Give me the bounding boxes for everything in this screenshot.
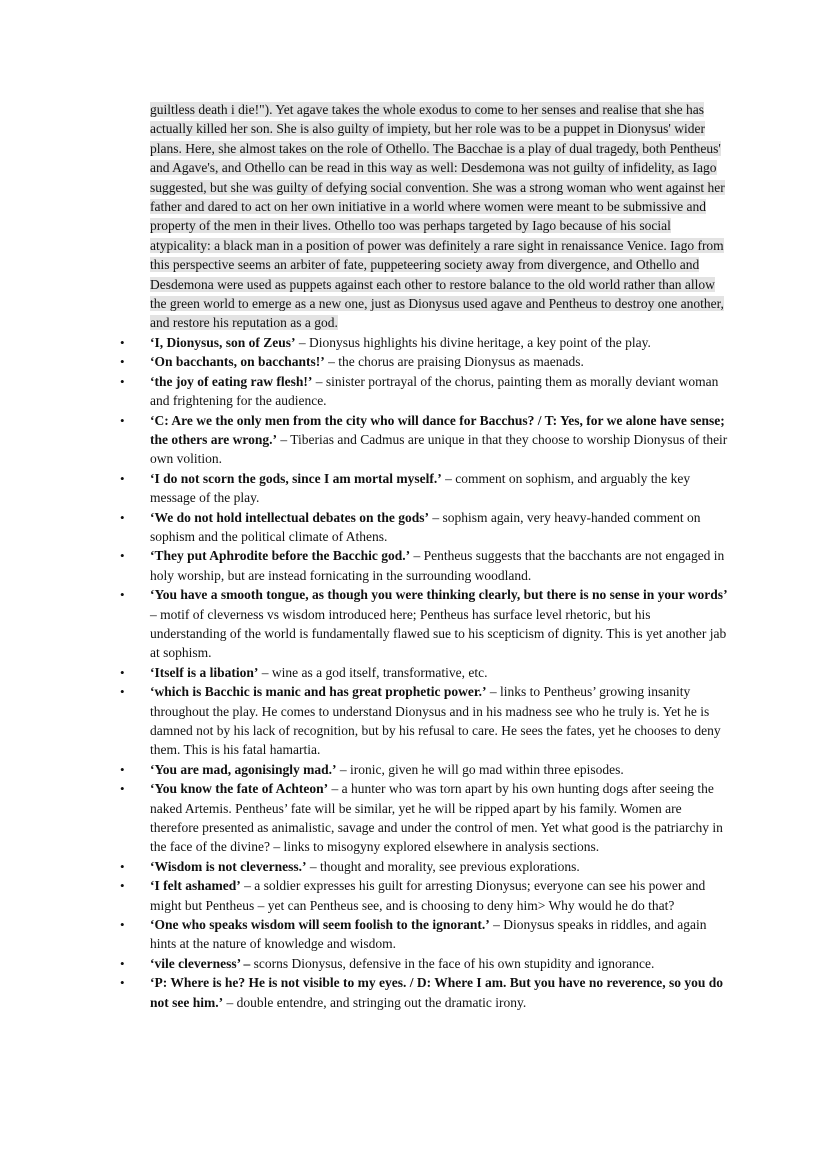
quote-item xyxy=(120,682,730,760)
quote-item xyxy=(120,857,730,876)
quote-text: ‘You know the fate of Achteon’ xyxy=(150,781,329,797)
quote-comment: – links to Pentheus’ growing insanity throughout the play. He comes to understand Dionysus and in his madness see who he truly is. Yet he is damned not by his lack of recognition, but by his refusal to care. He sees the fates, yet he chooses to deny them. This is his fatal hamartia. xyxy=(150,684,721,758)
quote-item xyxy=(120,585,730,663)
quote-comment: – a soldier expresses his guilt for arresting Dionysus; everyone can see his power and might but Pentheus – yet can Pentheus see, and is choosing to deny him> Why would he do that? xyxy=(150,878,706,913)
bullet-icon: • xyxy=(120,373,125,389)
quote-item xyxy=(120,333,730,352)
quote-text: ‘They put Aphrodite before the Bacchic god.’ xyxy=(150,548,411,564)
quote-text: ‘vile cleverness’ – xyxy=(150,955,251,971)
quote-comment: – ironic, given he will go mad within three episodes. xyxy=(336,761,624,777)
quote-text: ‘One who speaks wisdom will seem foolish to the ignorant.’ xyxy=(150,917,490,933)
bullet-icon: • xyxy=(120,917,125,933)
quote-comment: – Tiberias and Cadmus are unique in that they choose to worship Dionysus of their own volition. xyxy=(150,431,728,467)
quote-text: ‘C: Are we the only men from the city who will dance for Bacchus? / T: Yes, for we alone have sense; the others are wrong.’ xyxy=(150,412,725,447)
quote-item xyxy=(120,352,730,371)
quote-comment: – double entendre, and stringing out the dramatic irony. xyxy=(223,994,527,1010)
quote-list xyxy=(120,333,730,1012)
bullet-icon: • xyxy=(120,761,125,777)
quote-item xyxy=(120,508,730,547)
quote-comment: – Dionysus speaks in riddles, and again hints at the nature of knowledge and wisdom. xyxy=(150,917,707,952)
bullet-icon: • xyxy=(120,858,125,874)
quote-text: ‘Wisdom is not cleverness.’ xyxy=(150,858,307,874)
highlighted-text: guiltless death i die!"). Yet agave takes the whole exodus to come to her senses and realise that she has actually killed her son. She is also guilty of impiety, but her role was to be a puppet in Dionysus' wider plans. Here, she almost takes on the role of Othello. The Bacchae is a play of dual tragedy, both Pentheus' and Agave's, and Othello can be read in this way as well: Desdemona was not guilty of infidelity, as Iago suggested, but she was guilty of defying social convention. She was a strong woman who went against her father and dared to act on her own initiative in a world where women were meant to be submissive and property of the men in their lives. Othello too was perhaps targeted by Iago because of his social atypicality: a black man in a position of power was definitely a rare sight in renaissance Venice. Iago from this perspective seems an arbiter of fate, puppeteering society away from divergence, and Othello and Desdemona were used as puppets against each other to restore balance to the old world rather than allow the green world to emerge as a new one, just as Dionysus used agave and Pentheus to destroy one another, and restore his reputation as a god. xyxy=(150,102,725,331)
quote-text: ‘We do not hold intellectual debates on the gods’ xyxy=(150,509,430,525)
quote-text: ‘P: Where is he? He is not visible to my eyes. / D: Where I am. But you have no reverence, so you do not see him.’ xyxy=(150,975,723,1010)
bullet-icon: • xyxy=(120,975,125,991)
quote-comment: – Dionysus highlights his divine heritage, a key point of the play. xyxy=(295,334,651,350)
bullet-icon: • xyxy=(120,354,125,370)
quote-item xyxy=(120,779,730,857)
quote-comment: – thought and morality, see previous explorations. xyxy=(306,858,580,874)
quote-item xyxy=(120,546,730,585)
bullet-icon: • xyxy=(120,334,125,350)
quote-comment: – sophism again, very heavy-handed comment on sophism and the political climate of Athens. xyxy=(150,509,701,544)
quote-comment: – wine as a god itself, transformative, etc. xyxy=(258,664,488,680)
quote-comment: – a hunter who was torn apart by his own hunting dogs after seeing the naked Artemis. Pentheus’ fate will be similar, yet he will be ripped apart by his family. Women are therefore presented as animalistic, savage and under the control of men. Yet what good is the patriarchy in the face of the divine? – links to misogyny explored elsewhere in analysis sections. xyxy=(150,781,723,855)
quote-item xyxy=(120,372,730,411)
quote-text: ‘I felt ashamed’ xyxy=(150,878,241,894)
quote-item xyxy=(120,469,730,508)
quote-text: ‘the joy of eating raw flesh!’ xyxy=(150,373,313,389)
quote-comment: scorns Dionysus, defensive in the face of his own stupidity and ignorance. xyxy=(250,955,655,971)
quote-item xyxy=(120,973,730,1012)
bullet-icon: • xyxy=(120,955,125,971)
bullet-icon: • xyxy=(120,470,125,486)
bullet-icon: • xyxy=(120,412,125,428)
quote-item xyxy=(120,411,730,469)
intro-paragraph xyxy=(150,100,730,333)
quote-item xyxy=(120,954,730,973)
bullet-icon: • xyxy=(120,548,125,564)
quote-text: ‘I, Dionysus, son of Zeus’ xyxy=(150,334,296,350)
bullet-icon: • xyxy=(120,781,125,797)
quote-item xyxy=(120,876,730,915)
quote-text: ‘You have a smooth tongue, as though you were thinking clearly, but there is no sense in your words’ xyxy=(150,587,728,603)
quote-comment: – Pentheus suggests that the bacchants are not engaged in holy worship, but are instead fornicating in the surrounding woodland. xyxy=(150,548,725,583)
quote-text: ‘which is Bacchic is manic and has great prophetic power.’ xyxy=(150,684,487,700)
quote-text: ‘You are mad, agonisingly mad.’ xyxy=(150,761,337,777)
document-page xyxy=(120,100,730,1012)
bullet-icon: • xyxy=(120,509,125,525)
quote-comment: – comment on sophism, and arguably the key message of the play. xyxy=(150,470,691,506)
quote-item xyxy=(120,915,730,954)
bullet-icon: • xyxy=(120,587,125,603)
quote-text: ‘I do not scorn the gods, since I am mortal myself.’ xyxy=(150,470,442,486)
quote-item xyxy=(120,760,730,779)
bullet-icon: • xyxy=(120,684,125,700)
quote-item xyxy=(120,663,730,682)
quote-comment: – motif of cleverness vs wisdom introduced here; Pentheus has surface level rhetoric, but his understanding of the world is fundamentally flawed sue to his scepticism of dignity. This is yet another jab at sophism. xyxy=(150,606,727,661)
quote-text: ‘On bacchants, on bacchants!’ xyxy=(150,354,325,370)
quote-comment: – the chorus are praising Dionysus as maenads. xyxy=(324,354,584,370)
bullet-icon: • xyxy=(120,878,125,894)
bullet-icon: • xyxy=(120,664,125,680)
quote-text: ‘Itself is a libation’ xyxy=(150,664,259,680)
quote-comment: – sinister portrayal of the chorus, painting them as morally deviant woman and frightening for the audience. xyxy=(150,373,719,409)
